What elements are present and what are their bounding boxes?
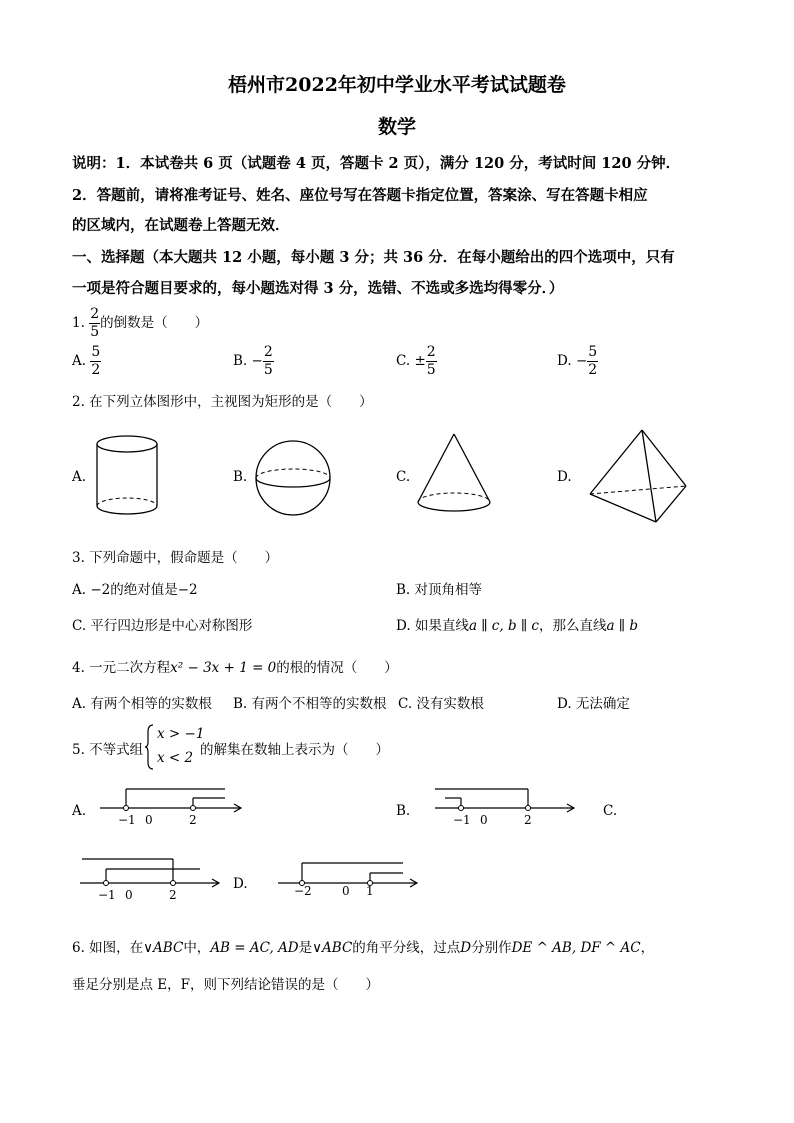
inequality-2: x < 2 (157, 750, 194, 766)
instruction-line-1: 说明：1．本试卷共 6 页（试题卷 4 页，答题卡 2 页），满分 120 分，考试时间 120 分钟． (72, 155, 681, 172)
q4-option-a[interactable]: A. 有两个相等的实数根 (72, 696, 212, 712)
fraction-two-fifths: $\frac{2}{5}$ (90, 306, 100, 340)
instruction-line-3: 的区域内，在试题卷上答题无效． (72, 217, 290, 234)
q5-option-b-label[interactable]: B. (396, 803, 411, 819)
inequality-1: x > −1 (157, 726, 205, 742)
q5-option-a-label[interactable]: A. (72, 803, 87, 819)
question-5-stem-suffix: 的解集在数轴上表示为（ ） (200, 742, 389, 758)
number-line-c (80, 855, 225, 905)
question-2-stem: 2. 在下列立体图形中，主视图为矩形的是（ ） (72, 394, 373, 410)
instruction-line-2: 2．答题前，请将准考证号、姓名、座位号写在答题卡指定位置，答案涂、写在答题卡相应 (72, 187, 648, 204)
tick-label-neg2: −2 (294, 884, 312, 898)
q1-option-c[interactable]: C. ± $\frac{2}{5}$ (396, 344, 436, 378)
q2-option-c-label[interactable]: C. (396, 469, 411, 485)
question-4-stem: 4. 一元二次方程x² − 3x + 1 = 0的根的情况（ ） (72, 660, 398, 676)
tick-label-one: 1 (366, 884, 374, 898)
question-number: 1. (72, 315, 85, 331)
q4-option-b[interactable]: B. 有两个不相等的实数根 (233, 696, 387, 712)
svg-text:0: 0 (480, 813, 488, 827)
q3-option-b[interactable]: B. 对顶角相等 (396, 582, 483, 598)
q3-option-c[interactable]: C. 平行四边形是中心对称图形 (72, 618, 253, 634)
exam-title: 梧州市2022年初中学业水平考试试题卷 (228, 74, 566, 96)
section-heading-line-2: 一项是符合题目要求的，每小题选对得 3 分，选错、不选或多选均得零分．） (72, 280, 564, 297)
svg-text:0: 0 (125, 888, 133, 902)
q2-option-a-label[interactable]: A. (72, 469, 87, 485)
q1-option-b[interactable]: B. − $\frac{2}{5}$ (233, 344, 273, 378)
svg-text:2: 2 (169, 888, 177, 902)
question-5-stem-prefix: 5. 不等式组 (72, 742, 144, 758)
q2-option-d-label[interactable]: D. (557, 469, 572, 485)
svg-text:2: 2 (524, 813, 532, 827)
q2-option-b-label[interactable]: B. (233, 469, 248, 485)
q1-option-d[interactable]: D. − $\frac{5}{2}$ (557, 344, 598, 378)
triangular-pyramid-icon (588, 430, 693, 530)
number-line-a (100, 785, 250, 830)
sphere-icon (255, 440, 335, 520)
svg-text:−1: −1 (453, 813, 471, 827)
svg-text:0: 0 (342, 884, 350, 898)
cone-icon (418, 434, 498, 524)
q4-option-d[interactable]: D. 无法确定 (557, 696, 630, 712)
tick-label-two: 2 (189, 813, 197, 827)
question-6-line-1: 6. 如图，在∨ABC中，AB = AC, AD是∨ABC的角平分线，过点D分别作DE ^ AB, DF ^ AC， (72, 940, 655, 956)
tick-label-zero: 0 (145, 813, 153, 827)
question-1-stem (72, 306, 208, 341)
cylinder-icon (95, 434, 165, 524)
tick-label-neg1: −1 (118, 813, 136, 827)
section-heading-line-1: 一、选择题（本大题共 12 小题，每小题 3 分；共 36 分．在每小题给出的四个选项中，只有 (72, 249, 675, 266)
q5-option-c-label[interactable]: C. (603, 803, 618, 819)
question-3-stem: 3. 下列命题中，假命题是（ ） (72, 550, 279, 566)
q3-option-a[interactable]: A. −2的绝对值是−2 (72, 582, 198, 598)
q4-option-c[interactable]: C. 没有实数根 (398, 696, 484, 712)
quadratic-equation: x² − 3x + 1 = 0 (170, 660, 277, 676)
svg-text:−1: −1 (98, 888, 116, 902)
number-line-b (435, 785, 580, 830)
question-1-text: 的倒数是（ ） (100, 315, 209, 331)
q3-option-d[interactable]: D. 如果直线a ∥ c, b ∥ c，那么直线a ∥ b (396, 618, 638, 634)
left-brace-icon (145, 724, 155, 770)
question-6-line-2: 垂足分别是点 E，F，则下列结论错误的是（ ） (72, 977, 380, 993)
q1-option-a[interactable]: A. $\frac{5}{2}$ (72, 344, 101, 378)
q5-option-d-label[interactable]: D. (233, 876, 248, 892)
subject-title: 数学 (377, 116, 416, 138)
number-line-d (278, 855, 423, 905)
